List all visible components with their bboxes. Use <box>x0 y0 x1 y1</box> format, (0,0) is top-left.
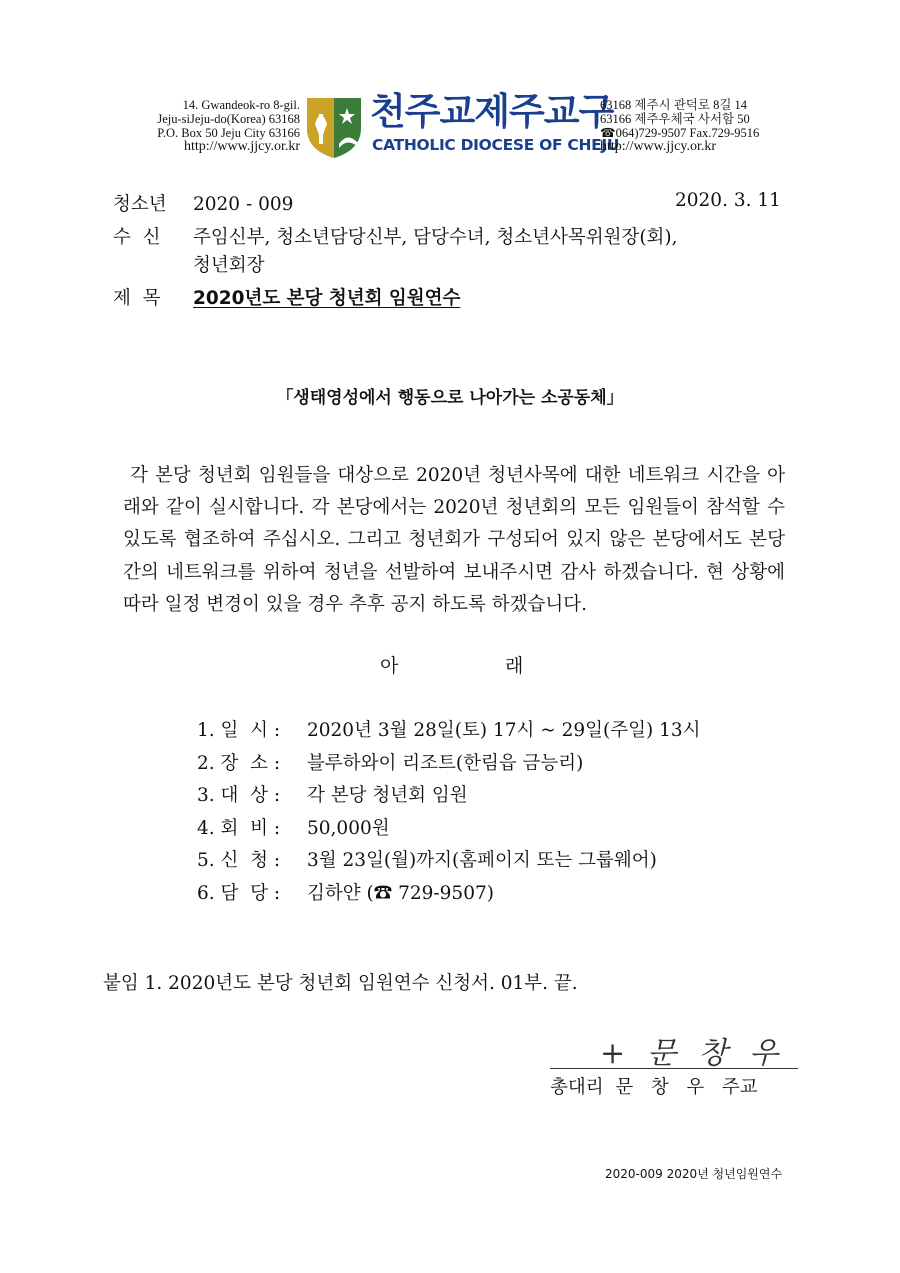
subject: 2020년도 본당 청년회 임원연수 <box>193 288 461 309</box>
signature-line <box>550 1068 798 1069</box>
item-value: 2020년 3월 28일(토) 17시 ~ 29일(주일) 13시 <box>307 720 701 741</box>
list-item <box>197 813 701 846</box>
doc-label: 청소년 <box>113 194 167 215</box>
address-en-line: P.O. Box 50 Jeju City 63166 <box>157 126 300 140</box>
list-item <box>197 878 701 911</box>
subject-row <box>113 284 460 310</box>
item-value: 블루하와이 리조트(한림읍 금능리) <box>307 752 584 774</box>
address-english <box>157 98 300 154</box>
recipients: 주임신부, 청소년담당신부, 담당수녀, 청소년사목위원장(회), <box>193 227 678 248</box>
doc-date: 2020. 3. 11 <box>675 190 781 211</box>
doc-number-row <box>113 190 293 216</box>
item-key: 3. 대 상 : <box>197 785 281 807</box>
address-en-line: Jeju-siJeju-do(Korea) 63168 <box>157 112 300 126</box>
item-value: 3월 23일(월)까지(홈페이지 또는 그룹웨어) <box>307 850 657 872</box>
item-key: 5. 신 청 : <box>197 850 281 872</box>
website-link-ko[interactable]: http://www.jjcy.or.kr <box>600 139 717 154</box>
item-value: 50,000원 <box>307 817 390 839</box>
address-ko-line: 63168 제주시 관덕로 8길 14 <box>600 98 748 112</box>
body-paragraph <box>123 460 785 621</box>
address-en-line: 14. Gwandeok-ro 8-gil. <box>182 98 300 112</box>
org-name-korean: 천주교제주교구 <box>370 90 614 133</box>
details-list <box>197 715 701 911</box>
item-key: 4. 회 비 : <box>197 817 281 839</box>
contact-phone-fax: ☎064)729-9507 Fax.729-9516 <box>600 126 760 140</box>
signer-name: 총대리 문 창 우 주교 <box>550 1077 758 1098</box>
section-title-left: 아 <box>380 655 399 677</box>
item-value: 각 본당 청년회 임원 <box>307 785 468 807</box>
recipient-label: 수 신 <box>113 227 161 248</box>
motto: 「생태영성에서 행동으로 나아가는 소공동체」 <box>276 388 624 408</box>
body-text: 각 본당 청년회 임원들을 대상으로 2020년 청년사목에 대한 네트워크 시간을 아래와 같이 실시합니다. 각 본당에서는 2020년 청년회의 모든 임원들이 참석할 수 있도록 협조하여 주십시오. 그리고 청년회가 구성되어 있지 않은 본당에서도 본당간의 네트워크를 위하여 청년을 선발하여 보내주시면 감사 하겠습니다. 현 상황에 따라 일정 변경이 있을 경우 추후 공지 하도록 하겠습니다. <box>123 465 785 615</box>
section-title-right: 래 <box>505 655 524 677</box>
footer-doc-id: 2020-009 2020년 청년임원연수 <box>605 1167 783 1181</box>
item-key: 6. 담 당 : <box>197 882 281 904</box>
recipients-continued: 청년회장 <box>193 255 265 276</box>
address-ko-line: 63166 제주우체국 사서함 50 <box>600 112 750 126</box>
item-key: 2. 장 소 : <box>197 752 281 774</box>
list-item <box>197 748 701 781</box>
subject-label: 제 목 <box>113 288 161 309</box>
item-key: 1. 일 시 : <box>197 720 281 741</box>
list-item <box>197 845 701 878</box>
item-value: 김하얀 (☎ 729-9507) <box>307 882 494 904</box>
address-korean <box>600 98 759 154</box>
list-item <box>197 715 701 748</box>
diocese-emblem-icon <box>303 94 365 160</box>
website-link-en[interactable]: http://www.jjcy.or.kr <box>183 139 300 154</box>
org-name-english: CATHOLIC DIOCESE OF CHEJU <box>372 136 620 154</box>
list-item <box>197 780 701 813</box>
recipients-row <box>113 223 678 249</box>
doc-number: 2020 - 009 <box>193 194 294 215</box>
attachment-note: 붙임 1. 2020년도 본당 청년회 임원연수 신청서. 01부. 끝. <box>103 973 578 994</box>
handwritten-signature: +문창우 <box>600 1036 801 1071</box>
